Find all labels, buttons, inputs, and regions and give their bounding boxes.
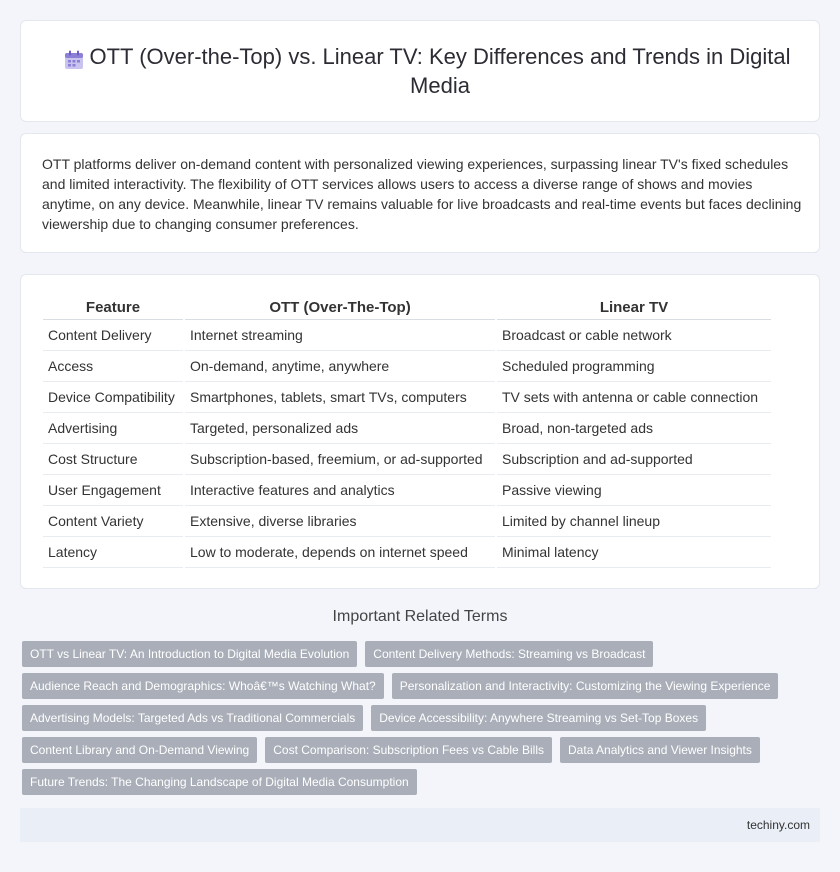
feature-cell: Access bbox=[43, 350, 183, 381]
table-row bbox=[43, 443, 771, 474]
linear-cell: Passive viewing bbox=[497, 474, 771, 505]
table-row bbox=[43, 536, 771, 567]
feature-cell: Device Compatibility bbox=[43, 381, 183, 412]
feature-cell: Latency bbox=[43, 536, 183, 567]
related-term-link[interactable]: OTT vs Linear TV: An Introduction to Digital Media Evolution bbox=[22, 641, 357, 667]
related-term-link[interactable]: Audience Reach and Demographics: Whoâ€™s Watching What? bbox=[22, 673, 384, 699]
related-term-link[interactable]: Content Library and On-Demand Viewing bbox=[22, 737, 257, 763]
table-header-row bbox=[43, 297, 771, 319]
related-term-link[interactable]: Cost Comparison: Subscription Fees vs Cable Bills bbox=[265, 737, 552, 763]
feature-cell: Advertising bbox=[43, 412, 183, 443]
intro-text: OTT platforms deliver on-demand content with personalized viewing experiences, surpassing linear TV's fixed schedules and limited interactivity. The flexibility of OTT services allows users to access a diverse range of shows and movies anytime, on any device. Meanwhile, linear TV remains valuable for live broadcasts and real-time events but faces declining viewership due to changing consumer preferences. bbox=[42, 156, 802, 232]
linear-cell: Scheduled programming bbox=[497, 350, 771, 381]
table-row bbox=[43, 412, 771, 443]
footer-brand[interactable]: techiny.com bbox=[746, 818, 810, 832]
ott-cell: Smartphones, tablets, smart TVs, computers bbox=[185, 381, 495, 412]
comparison-table bbox=[43, 297, 771, 568]
related-term-link[interactable]: Advertising Models: Targeted Ads vs Traditional Commercials bbox=[22, 705, 363, 731]
header-ott: OTT (Over-The-Top) bbox=[185, 297, 495, 319]
ott-cell: On-demand, anytime, anywhere bbox=[185, 350, 495, 381]
table-row bbox=[43, 505, 771, 536]
ott-cell: Extensive, diverse libraries bbox=[185, 505, 495, 536]
linear-cell: Limited by channel lineup bbox=[497, 505, 771, 536]
ott-cell: Interactive features and analytics bbox=[185, 474, 495, 505]
linear-cell: Broadcast or cable network bbox=[497, 319, 771, 350]
related-term-link[interactable]: Personalization and Interactivity: Customizing the Viewing Experience bbox=[392, 673, 779, 699]
related-terms-title: Important Related Terms bbox=[332, 608, 508, 625]
related-term-link[interactable]: Data Analytics and Viewer Insights bbox=[560, 737, 760, 763]
table-row bbox=[43, 319, 771, 350]
header-feature: Feature bbox=[43, 297, 183, 319]
linear-cell: Minimal latency bbox=[497, 536, 771, 567]
related-terms-list bbox=[22, 641, 812, 801]
feature-cell: Cost Structure bbox=[43, 443, 183, 474]
linear-cell: TV sets with antenna or cable connection bbox=[497, 381, 771, 412]
feature-cell: User Engagement bbox=[43, 474, 183, 505]
table-row bbox=[43, 381, 771, 412]
comparison-table-card bbox=[20, 274, 820, 589]
feature-cell: Content Variety bbox=[43, 505, 183, 536]
linear-cell: Broad, non-targeted ads bbox=[497, 412, 771, 443]
page-title: OTT (Over-the-Top) vs. Linear TV: Key Differences and Trends in Digital Media bbox=[89, 44, 791, 98]
ott-cell: Low to moderate, depends on internet speed bbox=[185, 536, 495, 567]
ott-cell: Internet streaming bbox=[185, 319, 495, 350]
feature-cell: Content Delivery bbox=[43, 319, 183, 350]
table-row bbox=[43, 474, 771, 505]
footer bbox=[20, 808, 820, 842]
intro-card bbox=[20, 133, 820, 253]
table-row bbox=[43, 350, 771, 381]
linear-cell: Subscription and ad-supported bbox=[497, 443, 771, 474]
related-term-link[interactable]: Future Trends: The Changing Landscape of Digital Media Consumption bbox=[22, 769, 417, 795]
related-term-link[interactable]: Content Delivery Methods: Streaming vs Broadcast bbox=[365, 641, 653, 667]
ott-cell: Targeted, personalized ads bbox=[185, 412, 495, 443]
related-term-link[interactable]: Device Accessibility: Anywhere Streaming vs Set-Top Boxes bbox=[371, 705, 706, 731]
header-card bbox=[20, 20, 820, 122]
ott-cell: Subscription-based, freemium, or ad-supported bbox=[185, 443, 495, 474]
header-linear: Linear TV bbox=[497, 297, 771, 319]
